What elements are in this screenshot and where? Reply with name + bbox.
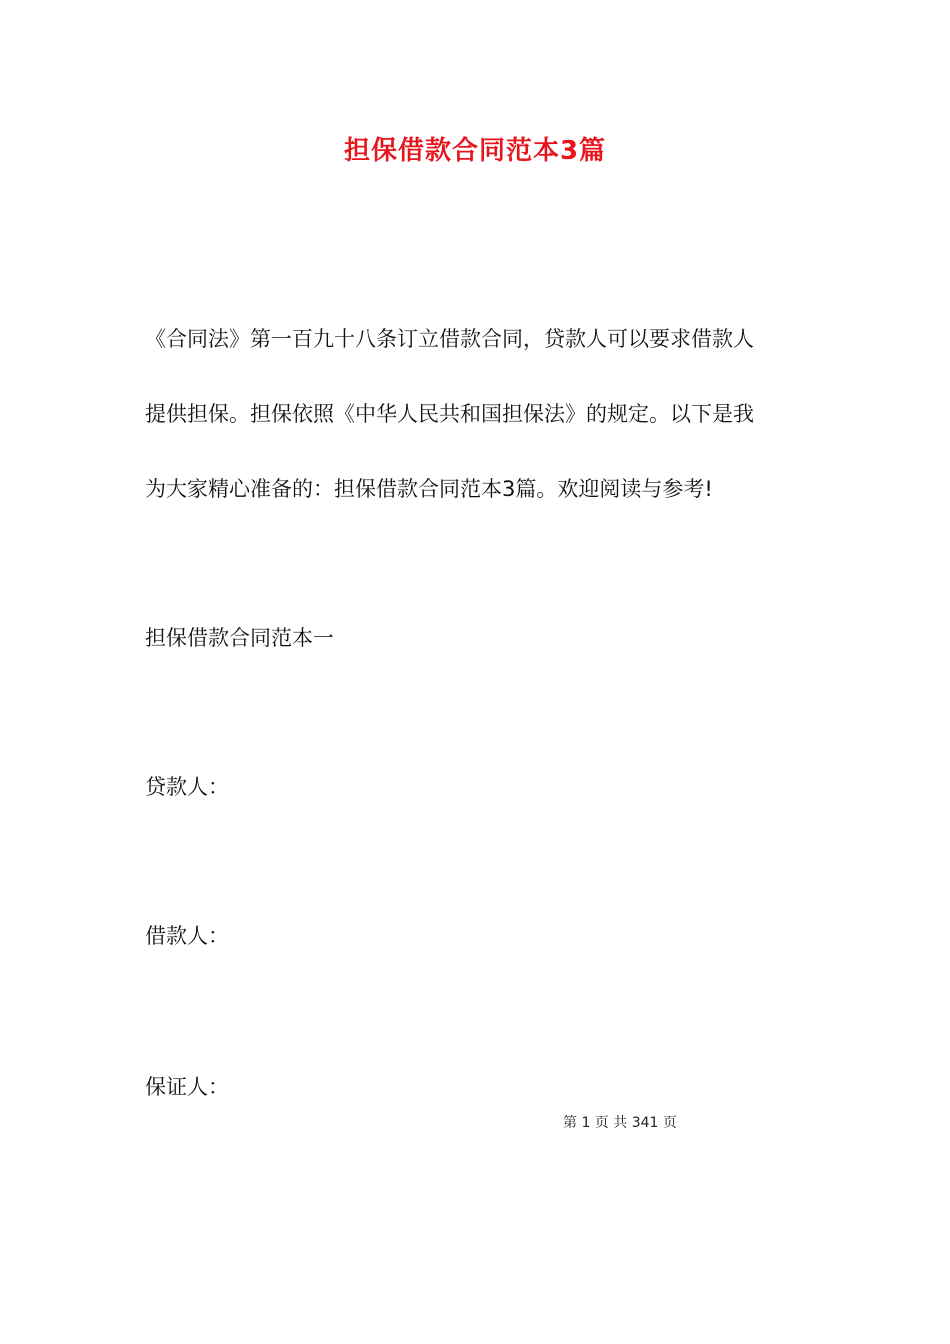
- document-title: 担保借款合同范本3篇: [343, 136, 607, 166]
- intro-line-1: 《合同法》第一百九十八条订立借款合同，贷款人可以要求借款人: [145, 327, 754, 351]
- intro-line-3: 为大家精心准备的：担保借款合同范本3篇。欢迎阅读与参考!: [145, 477, 713, 501]
- intro-line-2: 提供担保。担保依照《中华人民共和国担保法》的规定。以下是我: [145, 402, 754, 426]
- page-footer: 第 1 页 共 341 页: [563, 1115, 677, 1131]
- lender-label: 贷款人：: [145, 775, 229, 799]
- guarantor-label: 保证人：: [145, 1075, 229, 1099]
- borrower-label: 借款人：: [145, 924, 229, 948]
- section-heading: 担保借款合同范本一: [145, 626, 334, 650]
